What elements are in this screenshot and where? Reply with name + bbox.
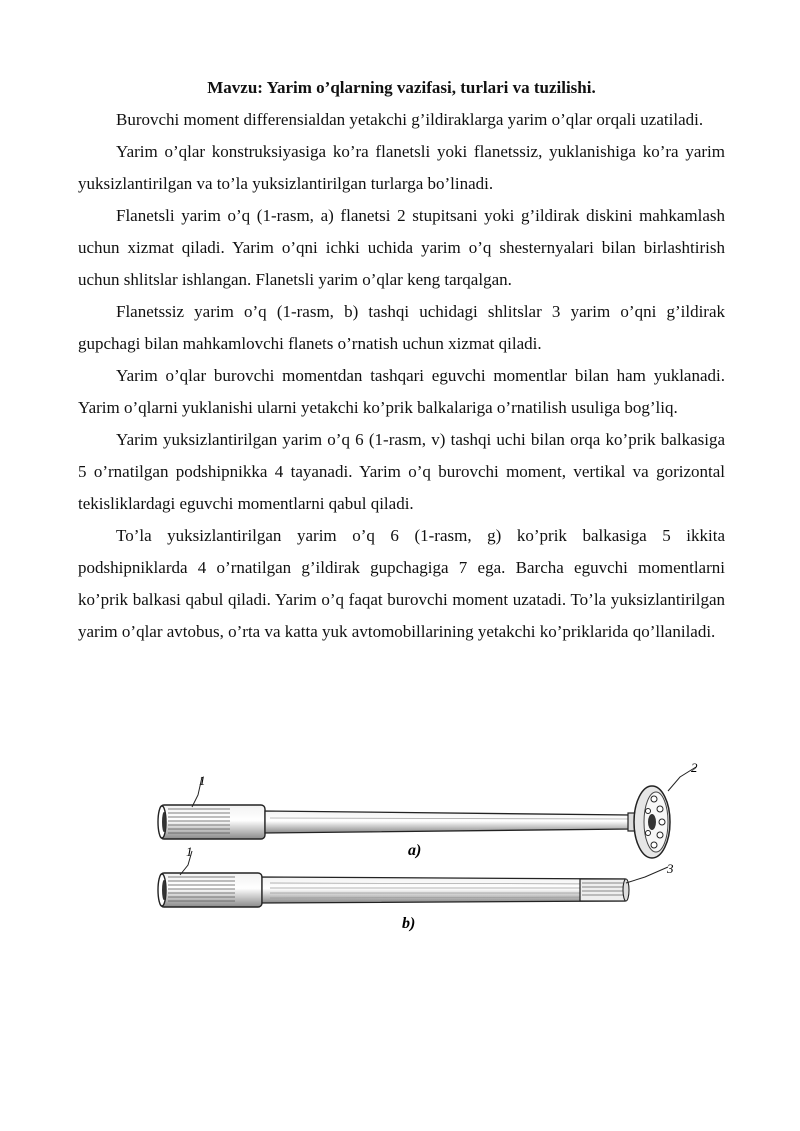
axle-shafts-figure: [140, 755, 700, 940]
flangeless-axle-shaft: [158, 873, 629, 907]
paragraph-3: Flanetsli yarim o’q (1-rasm, a) flanetsi 2 stupitsani yoki g’ildirak diskini mahkamlash uchun xizmat qiladi. Yarim o’qni ichki uchida yarim o’q shesternyalari bilan birlashtirish uchun shlitslar ishlangan. Flanetsli yarim o’qlar keng tarqalgan.: [78, 206, 725, 289]
paragraph-5: Yarim o’qlar burovchi momentdan tashqari eguvchi momentlar bilan ham yuklanadi. Yarim o’qlarni yuklanishi ularni yetakchi ko’prik balkalariga o’rnatilish usuliga bog’liq.: [78, 366, 725, 417]
label-1-b: 1: [186, 844, 193, 859]
paragraph-6: Yarim yuksizlantirilgan yarim o’q 6 (1-rasm, v) tashqi uchi bilan orqa ko’prik balkasiga 5 o’rnatilgan podshipnikka 4 tayanadi. Yarim o’q burovchi moment, vertikal va gorizontal tekisliklardagi eguvchi momentlarni qabul qiladi.: [78, 430, 725, 513]
paragraph-2: Yarim o’qlar konstruksiyasiga ko’ra flanetsli yoki flanetssiz, yuklanishiga ko’ra yarim yuksizlantirilgan va to’la yuksizlantirilgan turlarga bo’linadi.: [78, 142, 725, 193]
label-2: 2: [691, 760, 698, 775]
label-1-a: 1: [199, 773, 206, 788]
paragraph-1: Burovchi moment differensialdan yetakchi g’ildiraklarga yarim o’qlar orqali uzatiladi.: [116, 110, 704, 129]
caption-b: b): [402, 915, 416, 932]
caption-a: a): [408, 842, 422, 859]
document-body: [78, 72, 725, 648]
label-3: 3: [667, 861, 674, 876]
paragraph-4: Flanetssiz yarim o’q (1-rasm, b) tashqi uchidagi shlitslar 3 yarim o’qni g’ildirak gupchagi bilan mahkamlovchi flanets o’rnatish uchun xizmat qiladi.: [78, 302, 725, 353]
paragraph-7: To’la yuksizlantirilgan yarim o’q 6 (1-rasm, g) ko’prik balkasiga 5 ikkita podshipniklarda 4 o’rnatilgan g’ildirak gupchagiga 7 ega. Barcha eguvchi momentlarni ko’prik balkasi qabul qiladi. Yarim o’q faqat burovchi moment uzatadi. To’la yuksizlantirilgan yarim o’qlar avtobus, o’rta va katta yuk avtomobillarining yetakchi ko’priklarida qo’llaniladi.: [78, 526, 725, 641]
document-title: Mavzu: Yarim o’qlarning vazifasi, turlari va tuzilishi.: [207, 78, 596, 97]
